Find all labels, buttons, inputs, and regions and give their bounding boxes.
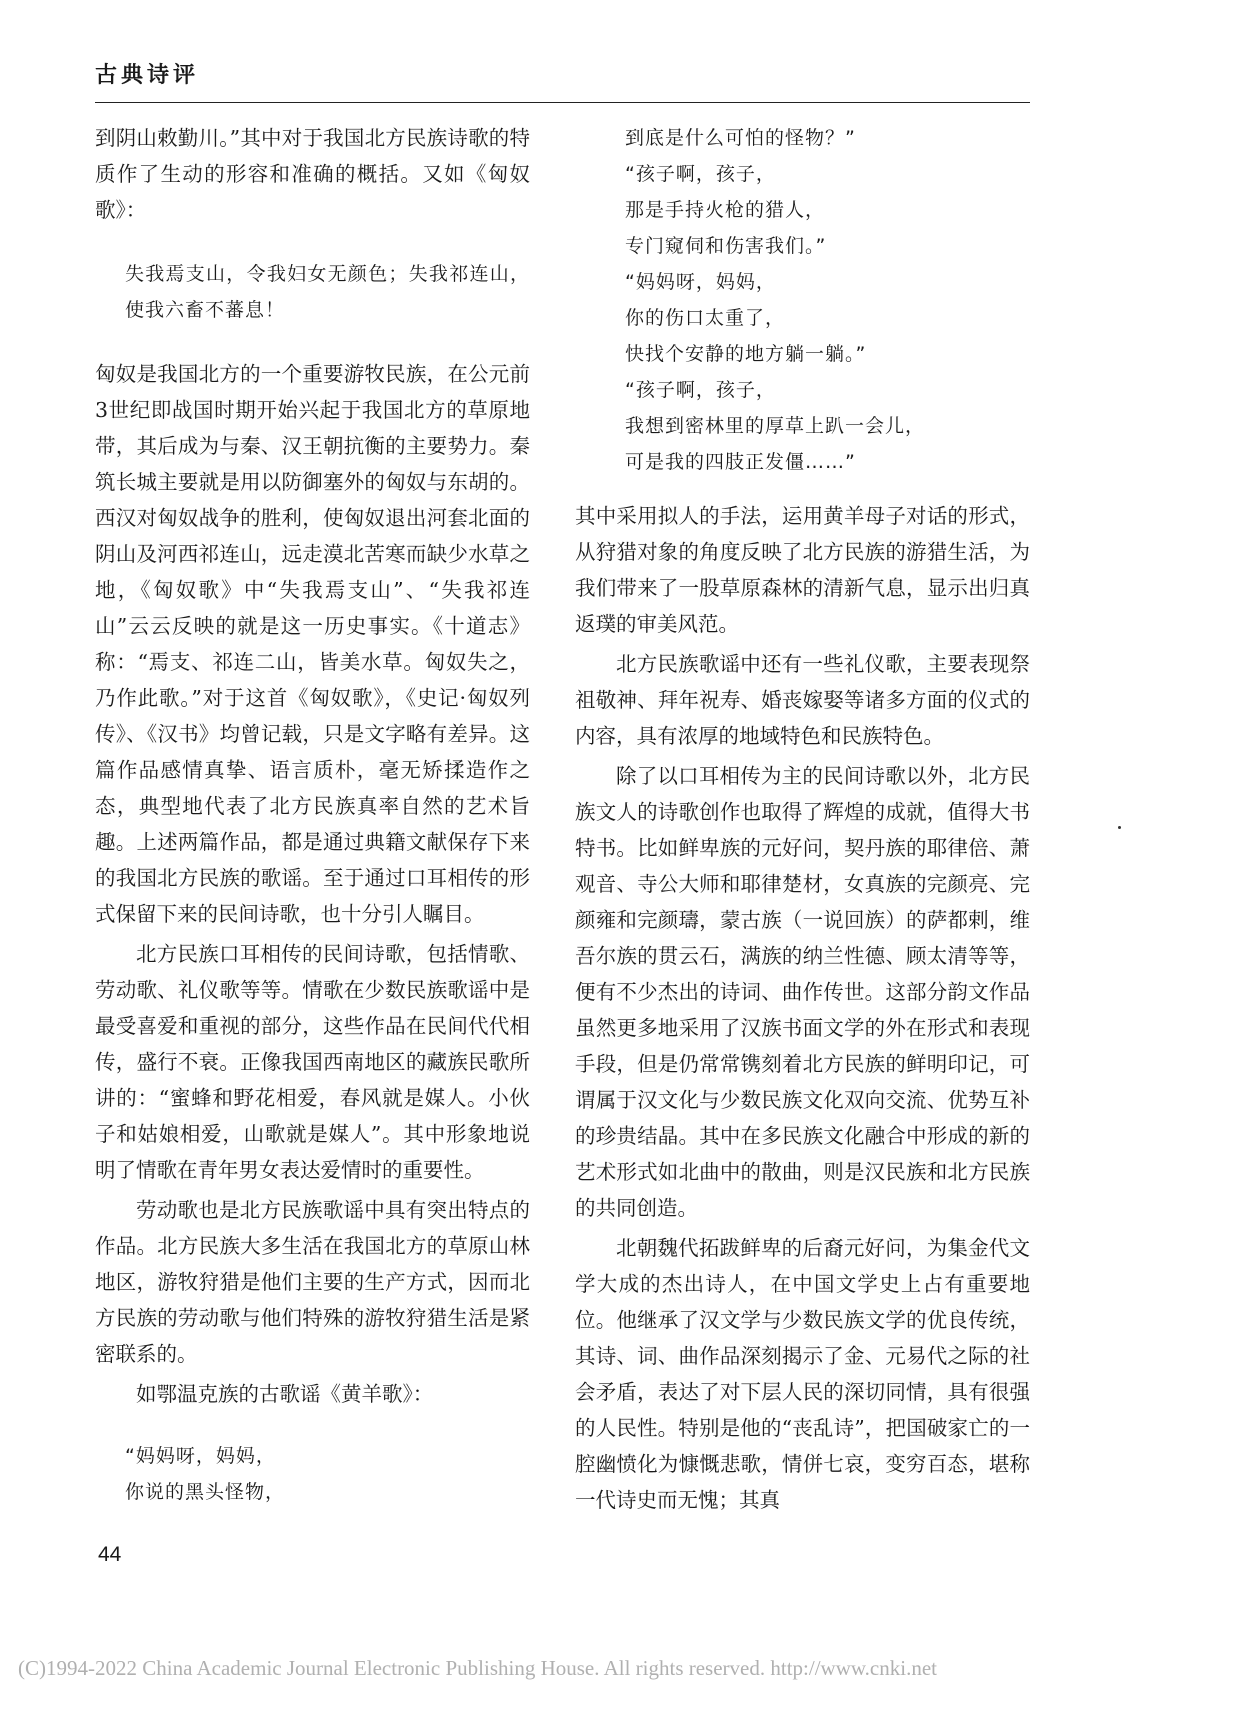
scan-speck bbox=[1118, 826, 1121, 829]
quote-text: 失我焉支山，令我妇女无颜色；失我祁连山，使我六畜不蕃息！ bbox=[125, 263, 530, 321]
poem-line: “孩子啊，孩子， bbox=[625, 163, 776, 185]
paragraph: 其中采用拟人的手法，运用黄羊母子对话的形式，从狩猎对象的角度反映了北方民族的游猎生活，为我们带来了一股草原森林的清新气息，显示出归真返璞的审美风范。 bbox=[575, 504, 1030, 636]
paragraph: 匈奴是我国北方的一个重要游牧民族，在公元前3世纪即战国时期开始兴起于我国北方的草原地带，其后成为与秦、汉王朝抗衡的主要势力。秦筑长城主要就是用以防御塞外的匈奴与东胡的。西汉对匈奴战争的胜利，使匈奴退出河套北面的阴山及河西祁连山，远走漠北苦寒而缺少水草之地，《匈奴歌》中“失我焉支山”、“失我祁连山”云云反映的就是这一历史事实。《十道志》称：“焉支、祁连二山，皆美水草。匈奴失之，乃作此歌。”对于这首《匈奴歌》，《史记·匈奴列传》、《汉书》均曾记载，只是文字略有差异。这篇作品感情真挚、语言质朴，毫无矫揉造作之态，典型地代表了北方民族真率自然的艺术旨趣。上述两篇作品，都是通过典籍文献保存下来的我国北方民族的歌谣。至于通过口耳相传的形式保留下来的民间诗歌，也十分引人瞩目。 bbox=[95, 362, 530, 926]
poem-line: 你说的黑头怪物， bbox=[125, 1481, 286, 1503]
poem-block bbox=[125, 1438, 530, 1510]
poem-line: 专门窥伺和伤害我们。” bbox=[625, 235, 827, 257]
poem-line: 快找个安静的地方躺一躺。” bbox=[625, 343, 867, 365]
paragraph: 如鄂温克族的古歌谣《黄羊歌》： bbox=[136, 1382, 434, 1406]
running-header: 古典诗评 bbox=[95, 63, 200, 88]
header-rule bbox=[95, 102, 1030, 103]
poem-line: 到底是什么可怕的怪物？” bbox=[625, 127, 856, 149]
poem-line: “妈妈呀，妈妈， bbox=[625, 271, 776, 293]
copyright-footer: (C)1994-2022 China Academic Journal Electronic Publishing House. All rights reserved. http://www.cnki.net bbox=[18, 1656, 937, 1680]
poem-line: 我想到密林里的厚草上趴一会儿， bbox=[625, 415, 926, 437]
paragraph: 劳动歌也是北方民族歌谣中具有突出特点的作品。北方民族大多生活在我国北方的草原山林地区，游牧狩猎是他们主要的生产方式，因而北方民族的劳动歌与他们特殊的游牧狩猎生活是紧密联系的。 bbox=[95, 1198, 530, 1366]
poem-line: 可是我的四肢正发僵……” bbox=[625, 451, 856, 473]
paragraph: 北朝魏代拓跋鲜卑的后裔元好问，为集金代文学大成的杰出诗人，在中国文学史上占有重要地位。他继承了汉文学与少数民族文学的优良传统，其诗、词、曲作品深刻揭示了金、元易代之际的社会矛盾，表达了对下层人民的深切同情，具有很强的人民性。特别是他的“丧乱诗”，把国破家亡的一腔幽愤化为慷慨悲歌，情併七哀，变穷百态，堪称一代诗史而无愧；其真 bbox=[575, 1236, 1030, 1512]
poem-line: “妈妈呀，妈妈， bbox=[125, 1445, 276, 1467]
poem-line: 那是手持火枪的猎人， bbox=[625, 199, 826, 221]
page-number: 44 bbox=[98, 1543, 122, 1566]
quote-block bbox=[125, 256, 530, 328]
paragraph: 除了以口耳相传为主的民间诗歌以外，北方民族文人的诗歌创作也取得了辉煌的成就，值得大书特书。比如鲜卑族的元好问，契丹族的耶律倍、萧观音、寺公大师和耶律楚材，女真族的完颜亮、完颜雍和完颜璹，蒙古族（一说回族）的萨都剌，维吾尔族的贯云石，满族的纳兰性德、顾太清等等，便有不少杰出的诗词、曲作传世。这部分韵文作品虽然更多地采用了汉族书面文学的外在形式和表现手段，但是仍常常镌刻着北方民族的鲜明印记，可谓属于汉文化与少数民族文化双向交流、优势互补的珍贵结晶。其中在多民族文化融合中形成的新的艺术形式如北曲中的散曲，则是汉民族和北方民族的共同创造。 bbox=[575, 764, 1030, 1220]
left-column bbox=[95, 120, 530, 1510]
right-column bbox=[575, 120, 1030, 1518]
poem-line: 你的伤口太重了， bbox=[625, 307, 786, 329]
poem-block bbox=[625, 120, 1030, 480]
paragraph: 北方民族歌谣中还有一些礼仪歌，主要表现祭祖敬神、拜年祝寿、婚丧嫁娶等诸多方面的仪式的内容，具有浓厚的地域特色和民族特色。 bbox=[575, 652, 1030, 748]
poem-line: “孩子啊，孩子， bbox=[625, 379, 776, 401]
paragraph: 到阴山敕勤川。”其中对于我国北方民族诗歌的特质作了生动的形容和准确的概括。又如《匈奴歌》： bbox=[95, 126, 530, 222]
paragraph: 北方民族口耳相传的民间诗歌，包括情歌、劳动歌、礼仪歌等等。情歌在少数民族歌谣中是最受喜爱和重视的部分，这些作品在民间代代相传，盛行不衰。正像我国西南地区的藏族民歌所讲的：“蜜蜂和野花相爱，春风就是媒人。小伙子和姑娘相爱，山歌就是媒人”。其中形象地说明了情歌在青年男女表达爱情时的重要性。 bbox=[95, 942, 530, 1182]
